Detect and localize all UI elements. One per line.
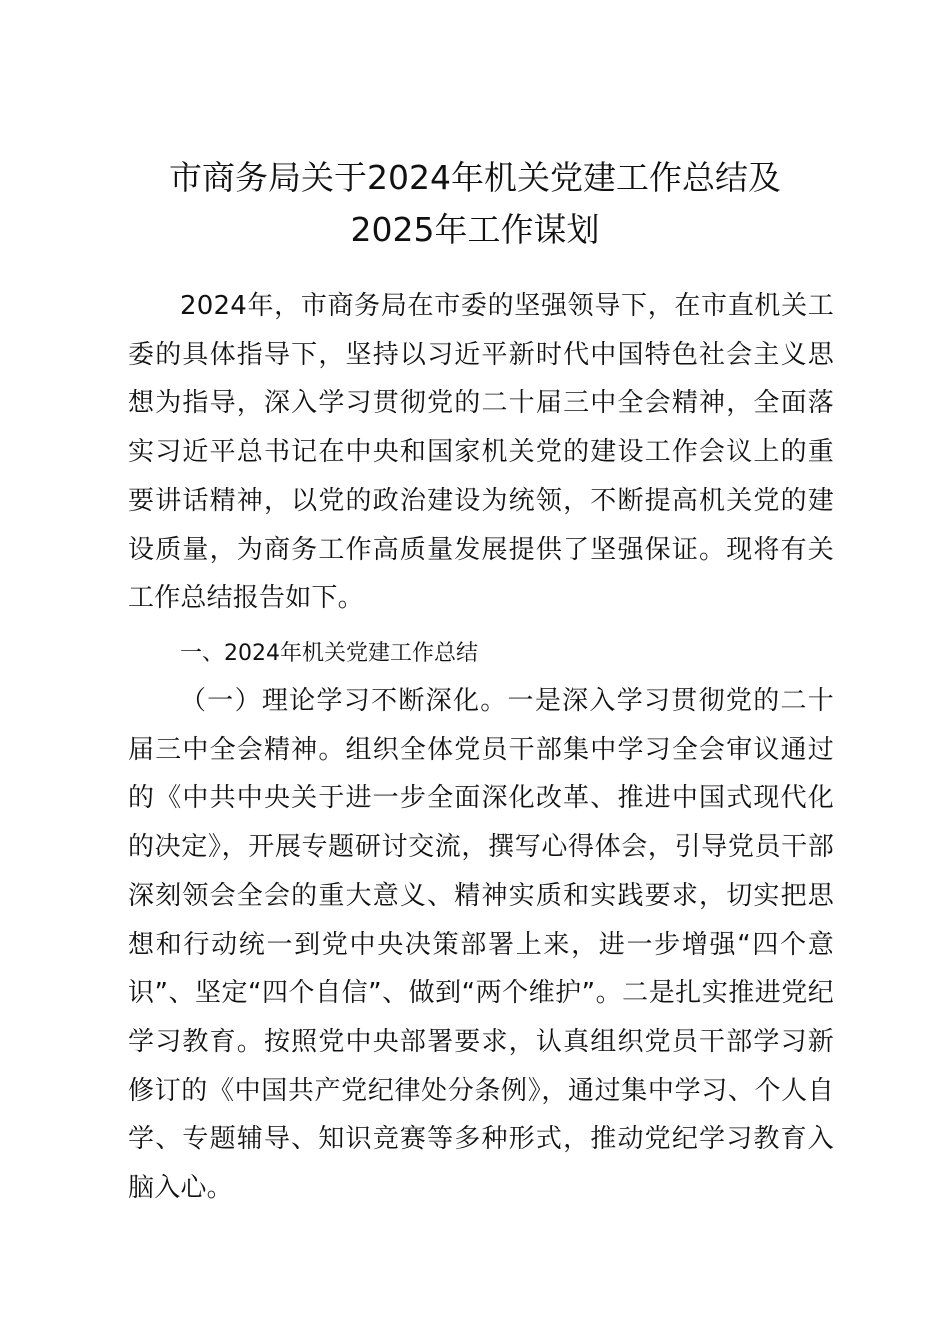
title-line-1: 市商务局关于2024年机关党建工作总结及 [169, 158, 781, 197]
document-title [100, 152, 850, 256]
paragraph-intro: 2024年，市商务局在市委的坚强领导下，在市直机关工委的具体指导下，坚持以习近平新时代中国特色社会主义思想为指导，深入学习贯彻党的二十届三中全会精神，全面落实习近平总书记在中央和国家机关党的建设工作会议上的重要讲话精神，以党的政治建设为统领，不断提高机关党的建设质量，为商务工作高质量发展提供了坚强保证。现将有关工作总结报告如下。 [128, 291, 834, 614]
section-heading-1: 一、2024年机关党建工作总结 [180, 641, 478, 666]
paragraph-theory-study: （一）理论学习不断深化。一是深入学习贯彻党的二十届三中全会精神。组织全体党员干部集中学习全会审议通过的《中共中央关于进一步全面深化改革、推进中国式现代化的决定》，开展专题研讨交流，撰写心得体会，引导党员干部深刻领会全会的重大意义、精神实质和实践要求，切实把思想和行动统一到党中央决策部署上来，进一步增强“四个意识”、坚定“四个自信”、做到“两个维护”。二是扎实推进党纪学习教育。按照党中央部署要求，认真组织党员干部学习新修订的《中国共产党纪律处分条例》，通过集中学习、个人自学、专题辅导、知识竞赛等多种形式，推动党纪学习教育入脑入心。 [128, 686, 834, 1204]
title-line-2: 2025年工作谋划 [350, 210, 600, 249]
